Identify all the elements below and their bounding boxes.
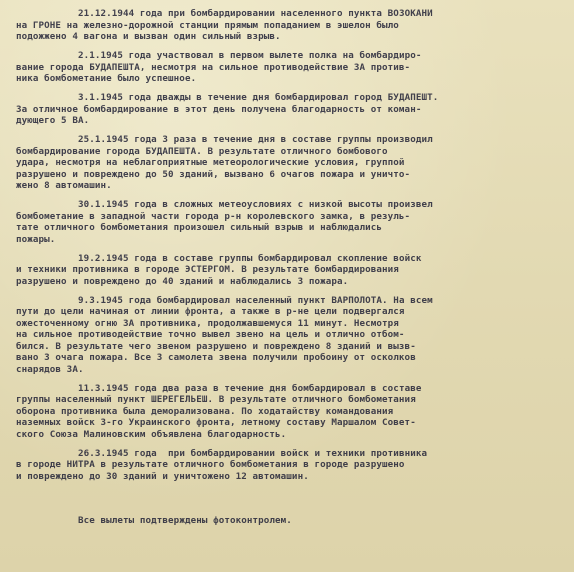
paragraph xyxy=(16,295,560,376)
paragraph-line: подожжено 4 вагона и вызван один сильный взрыв. xyxy=(16,31,281,42)
paragraph-line: снарядов ЗА. xyxy=(16,363,84,375)
paragraph-line: дующего 5 ВА. xyxy=(16,115,90,126)
paragraph-line: пути до цели начиная от линии фронта, а также в р-не цели подвергался xyxy=(16,306,405,317)
paragraph xyxy=(16,50,560,85)
paragraph-line: группы населенный пункт ШЕРЕГЕЛЬЕШ. В результате отличного бомбометания xyxy=(16,394,416,405)
paragraph-line: 26.3.1945 года при бомбардировании войск и техники противника xyxy=(16,447,428,459)
paragraph-line: 2.1.1945 года участвовал в первом вылете полка на бомбардиро- xyxy=(16,50,422,61)
paragraph-line: ника бомбометание было успешное. xyxy=(16,73,197,84)
paragraph-line: разрушено и повреждено до 40 зданий и наблюдались 3 пожара. xyxy=(16,275,349,287)
paragraph-line: разрушено и повреждено до 50 зданий, вызвано 6 очагов пожара и уничто- xyxy=(16,168,411,180)
paragraph-line: вание города БУДАПЕШТА, несмотря на сильное противодействие ЗА против- xyxy=(16,61,411,73)
paragraph-line: бомбометание в западной части города р-н королевского замка, в резуль- xyxy=(16,210,411,222)
paragraph-line: бомбардирование города БУДАПЕШТА. В результате отличного бомбового xyxy=(16,145,388,157)
paragraph-line: жено 8 автомашин. xyxy=(16,180,112,191)
paragraph-line: пожары. xyxy=(16,233,56,245)
paragraph-line: 3.1.1945 года дважды в течение дня бомбардировал город БУДАПЕШТ. xyxy=(16,92,439,103)
paragraph-line: ожесточенному огню ЗА противника, продолжавшемуся 11 минут. Несмотря xyxy=(16,317,399,329)
paragraph xyxy=(16,134,560,192)
paragraph-line: За отличное бомбардирование в этот день получена благодарность от коман- xyxy=(16,103,422,115)
document-body xyxy=(16,8,560,482)
paragraph-line: 25.1.1945 года 3 раза в течение дня в составе группы производил xyxy=(16,134,433,145)
paragraph-line: и повреждено до 30 зданий и уничтожено 12 автомашин. xyxy=(16,470,309,482)
paragraph-line: на сильное противодействие точно вывел звено на цель и отлично отбом- xyxy=(16,329,405,340)
closing-line xyxy=(16,492,560,550)
paragraph-line: в городе НИТРА в результате отличного бомбометания в городе разрушено xyxy=(16,459,405,470)
paragraph-line: бился. В результате чего звеном разрушено и повреждено 8 зданий и вызв- xyxy=(16,340,416,352)
paragraph-line: вано 3 очага пожара. Все 3 самолета звена получили пробоину от осколков xyxy=(16,352,416,363)
paragraph-line: тате отличного бомбометания произошел сильный взрыв и наблюдались xyxy=(16,222,383,233)
paragraph xyxy=(16,383,560,441)
paragraph xyxy=(16,92,560,127)
paragraph xyxy=(16,448,560,483)
closing-text: Все вылеты подтверждены фотоконтролем. xyxy=(16,515,292,526)
paragraph-line: 30.1.1945 года в сложных метеоусловиях с низкой высоты произвел xyxy=(16,199,433,210)
paragraph-line: 9.3.1945 года бомбардировал населенный пункт ВАРПОЛОТА. На всем xyxy=(16,294,433,306)
paragraph-line: оборона противника была деморализована. По ходатайству командования xyxy=(16,405,394,417)
paragraph xyxy=(16,253,560,288)
paragraph xyxy=(16,199,560,245)
paragraph-line: 19.2.1945 года в составе группы бомбардировал скопление войск xyxy=(16,252,422,264)
paragraph-line: на ГРОНЕ на железно-дорожной станции прямым попаданием в эшелон было xyxy=(16,19,399,31)
paragraph-line: 11.3.1945 года два раза в течение дня бомбардировал в составе xyxy=(16,382,422,394)
paragraph-line: ского Союза Малиновским объявлена благодарность. xyxy=(16,428,287,440)
paragraph-line: наземных войск 3-го Украинского фронта, летному составу Маршалом Совет- xyxy=(16,417,416,428)
paragraph xyxy=(16,8,560,43)
paragraph-line: 21.12.1944 года при бомбардировании населенного пункта ВОЗОКАНИ xyxy=(16,8,433,19)
paragraph-line: удара, несмотря на неблагоприятные метеорологические условия, группой xyxy=(16,157,405,168)
paragraph-line: и техники противника в городе ЭСТЕРГОМ. В результате бомбардирования xyxy=(16,264,399,275)
